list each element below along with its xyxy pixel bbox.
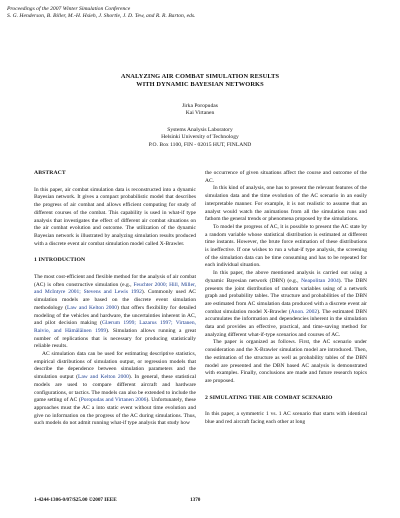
citation-link[interactable]: Law and Kelton 2000 [77, 374, 129, 381]
intro-paragraph-1 [34, 274, 196, 351]
text-run: The most cost-efficient and flexible method for the analysis of air combat (AC) is often constructive simulation (e.g., [34, 274, 196, 288]
authors-block [0, 103, 400, 118]
author-name: Kai Virtanen [185, 110, 215, 117]
text-run: AC simulation data can be used for estimating descriptive statistics, empirical distributions of simulation output, or regression models that describe the dependence between simulation parameters and the simulation output ( [34, 351, 196, 381]
citation-link[interactable]: Neapolitan 2004 [301, 277, 339, 284]
text-run: ). The estimated DBN accumulates the information and dependencies inherent in the simulation data and provides an effective, practical, and time-saving method for analyzing different what-if-type scenarios and courses of AC. [205, 308, 367, 338]
intro-paragraph-2 [34, 351, 196, 428]
author-name: Jirka Poropudas [182, 103, 218, 109]
citation-link[interactable]: Feuchter 2000; Hill, Miller, and McIntyre 2001; Stevens and Lewis 1992 [34, 281, 196, 296]
text-run: ). Commonly used AC simulation models are based on the discrete event simulation methodology ( [34, 289, 196, 311]
left-column [34, 170, 196, 428]
body-paragraph: To model the progress of AC, it is possible to present the AC state by a random variable whose statistical distribution is estimated at different time instants. However, the brute force estimation of these distributions is ineffective. If one wishes to run a what-if type analysis, the screening of the simulation data can be time consuming and has to be repeated for each individual situation. [205, 223, 367, 269]
body-paragraph: The paper is organized as follows. First, the AC scenario under consideration and the X-Brawler simulation model are introduced. Then, the estimation of the structure as well as probability tables of the DBN model are presented and the DBN based AC analysis is demonstrated with examples. Finally, conclusions are made and future research topics are proposed. [205, 339, 367, 384]
body-paragraph: In this kind of analysis, one has to present the relevant features of the simulation data and the time evolution of the AC scenario in an easily interpretable manner. For example, it is not realistic to assume that an analyst would watch the animations from all the simulation runs and fathom the general trends or phenomena proposed by the simulations. [205, 185, 367, 223]
title-line-2: WITH DYNAMIC BAYESIAN NETWORKS [136, 81, 264, 89]
affiliation-lab: Systems Analysis Laboratory [167, 127, 233, 133]
text-run: ) that offers flexibility for detailed modeling of the vehicles and hardware, the uncertainties inherent in AC, and pilot decision making ( [34, 304, 196, 327]
footer-isbn: 1-4244-1306-0/07/$25.00 ©2007 IEEE [34, 497, 117, 503]
proceedings-header [7, 6, 195, 21]
section-2-text: In this paper, a symmetric 1 vs. 1 AC scenario that starts with identical blue and red aircraft facing each other at long [205, 411, 367, 426]
text-run: ). The DBN presents the joint distribution of random variables using of a network graph and probability tables. The structure and probabilities of the DBN are estimated from AC simulation data produced with a discrete event air combat simulation model X-Brawler ( [205, 277, 367, 315]
body-paragraph [205, 270, 367, 339]
text-run: ). Simulation allows running a great number of replications that is necessary for producing statistically reliable results. [34, 327, 196, 350]
right-column [205, 170, 367, 427]
citation-link[interactable]: Law and Kelton 2000 [66, 304, 118, 311]
abstract-heading: ABSTRACT [34, 170, 66, 176]
citation-link[interactable]: Anon. 2002 [290, 308, 318, 315]
editors-line: S. G. Henderson, B. Biller, M.-H. Hsieh, J. Shortle, J. D. Tew, and R. R. Barton, eds. [7, 13, 196, 20]
proceedings-line: Proceedings of the 2007 Winter Simulation Conference [7, 6, 131, 12]
text-run: ). In general, these statistical models are used to compare different aircraft and hardware configurations, or tactics. The models can also be extended to include the game setting of AC ( [34, 374, 196, 404]
page-number: 1370 [190, 497, 201, 503]
section-2-heading: 2 SIMULATING THE AIR COMBAT SCENARIO [205, 394, 333, 401]
text-run: ). Unfortunately, these approaches must the AC a into static event without time evolution and give no information on the progress of the AC during simulations. Thus, such models do not admit running what-if type analysis that study how [34, 397, 196, 427]
citation-link[interactable]: Glærum 1999; Lazarus 1997; Virtanen, Raivio, and Hämäläinen 1999 [34, 320, 196, 334]
text-run: In this paper, the above mentioned analysis is carried out using a dynamic Bayesian network (DBN) (e.g., [205, 270, 367, 284]
section-1-heading: 1 INTRODUCTION [34, 257, 86, 264]
affiliation-address: P.O. Box 1100, FIN - 02015 HUT, FINLAND [148, 141, 252, 148]
paper-title [0, 73, 400, 89]
citation-link[interactable]: Poropudas and Virtanen 2006 [80, 397, 147, 404]
continued-paragraph: the occurrence of given situations affect the course and outcome of the AC. [205, 170, 367, 184]
affiliation-block [0, 127, 400, 149]
title-line-1: ANALYZING AIR COMBAT SIMULATION RESULTS [120, 73, 280, 80]
affiliation-university: Helsinki University of Technology [161, 134, 239, 141]
abstract-text: In this paper, air combat simulation data is reconstructed into a dynamic Bayesian network. It gives a compact probabilistic model that describes the progress of air combat and allows efficient computing for study of different courses of the combat. This capability is used in what-if type analysis that investigates the effect of different air combat situations on the air combat evolution and outcome. The utilization of the dynamic Bayesian network is illustrated by analyzing simulation results produced with a discrete event air combat simulation model called X-Brawler. [34, 186, 196, 247]
